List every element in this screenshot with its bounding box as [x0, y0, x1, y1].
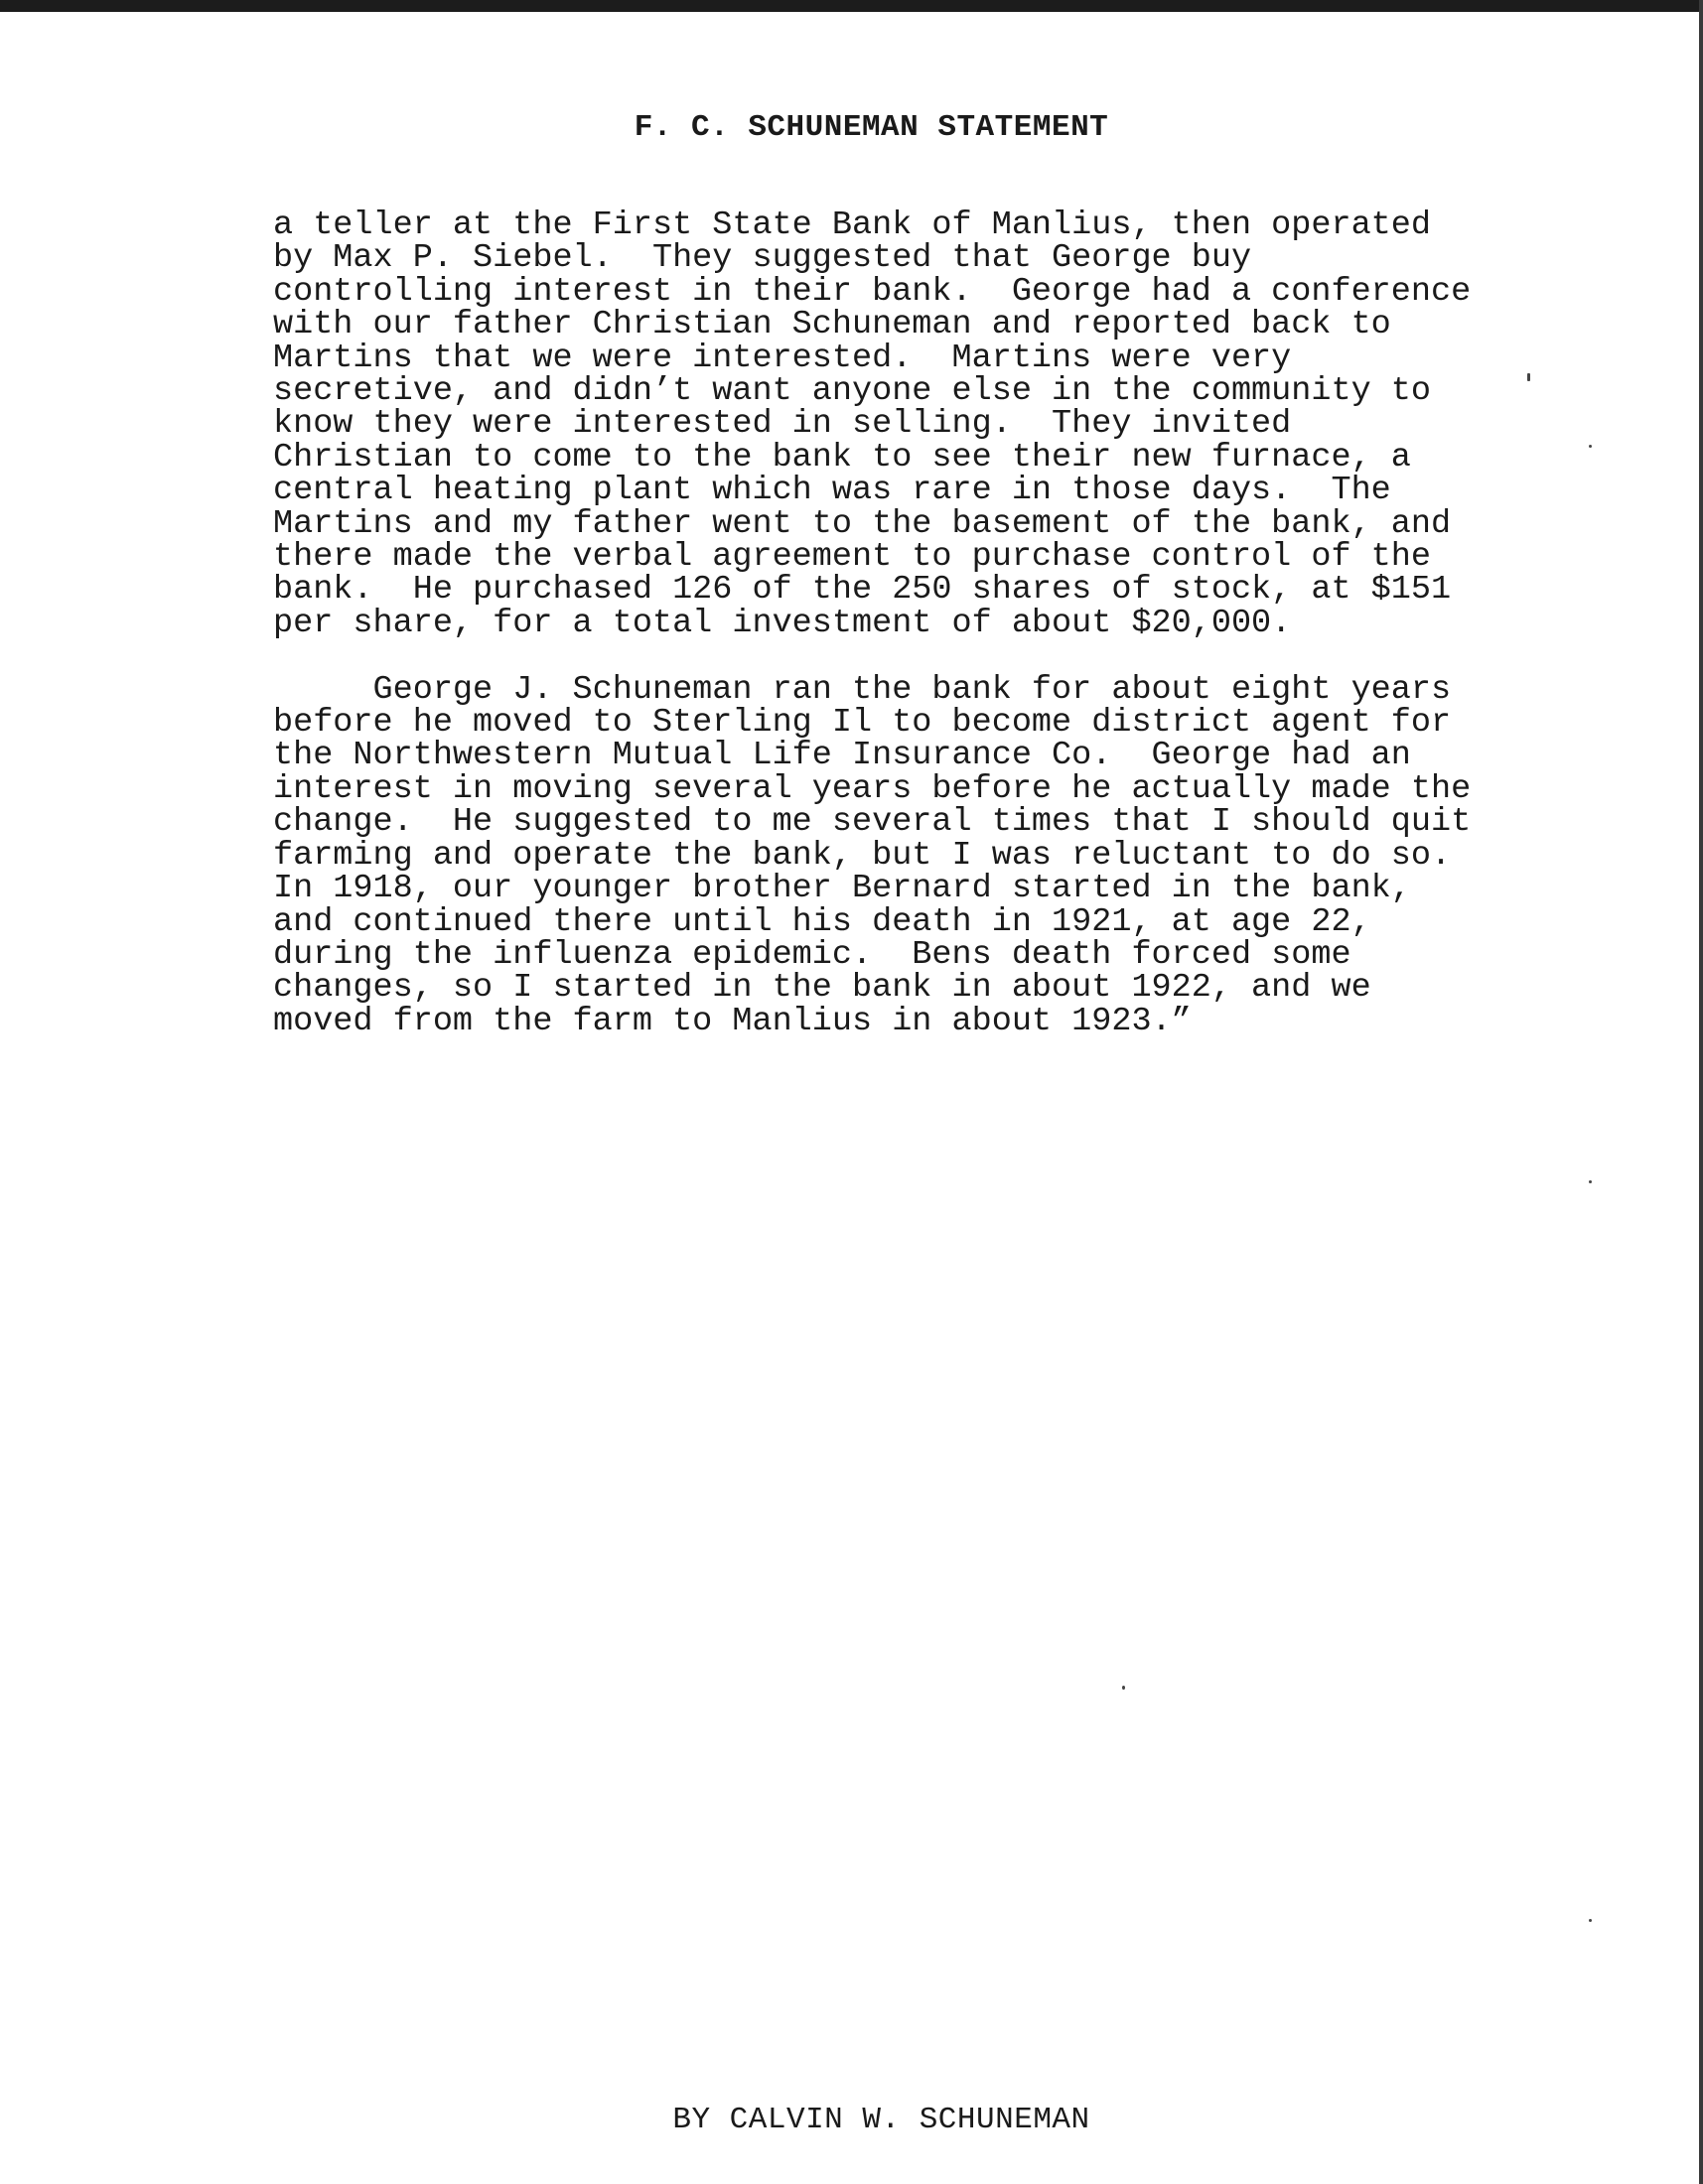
- scan-border-top: [0, 0, 1703, 12]
- paragraph: George J. Schuneman ran the bank for about eight years before he moved to Sterling Il to become district agent for the Northwestern Mutual Life Insurance Co. George had an interest in moving several years before he actually made the change. He suggested to me several times that I should quit farming and operate the bank, but I was reluctant to do so. In 1918, our younger brother Bernard started in the bank, and continued there until his death in 1921, at age 22, during the influenza epidemic. Bens death forced some changes, so I started in the bank in about 1922, and we moved from the farm to Manlius in about 1923.”: [273, 670, 1472, 1040]
- scan-speck: [1122, 1686, 1125, 1690]
- scan-speck: [1589, 1180, 1592, 1183]
- scan-speck: [1589, 1919, 1592, 1922]
- document-byline: BY CALVIN W. SCHUNEMAN: [672, 2103, 1090, 2137]
- document-body: [273, 206, 1604, 1040]
- paragraph: a teller at the First State Bank of Manlius, then operated by Max P. Siebel. They suggested that George buy controlling interest in their bank. George had a conference with our father Christian Schuneman and reported back to Martins that we were interested. Martins were very secretive, and didn’t want anyone else in the community to know they were interested in selling. They invited Christian to come to the bank to see their new furnace, a central heating plant which was rare in those days. The Martins and my father went to the basement of the bank, and there made the verbal agreement to purchase control of the bank. He purchased 126 of the 250 shares of stock, at $151 per share, for a total investment of about $20,000.: [273, 206, 1472, 642]
- scan-speck: [1589, 445, 1592, 448]
- scan-speck: [1527, 373, 1530, 381]
- document-title: F. C. SCHUNEMAN STATEMENT: [634, 110, 1109, 145]
- scan-border-right: [1699, 0, 1703, 2184]
